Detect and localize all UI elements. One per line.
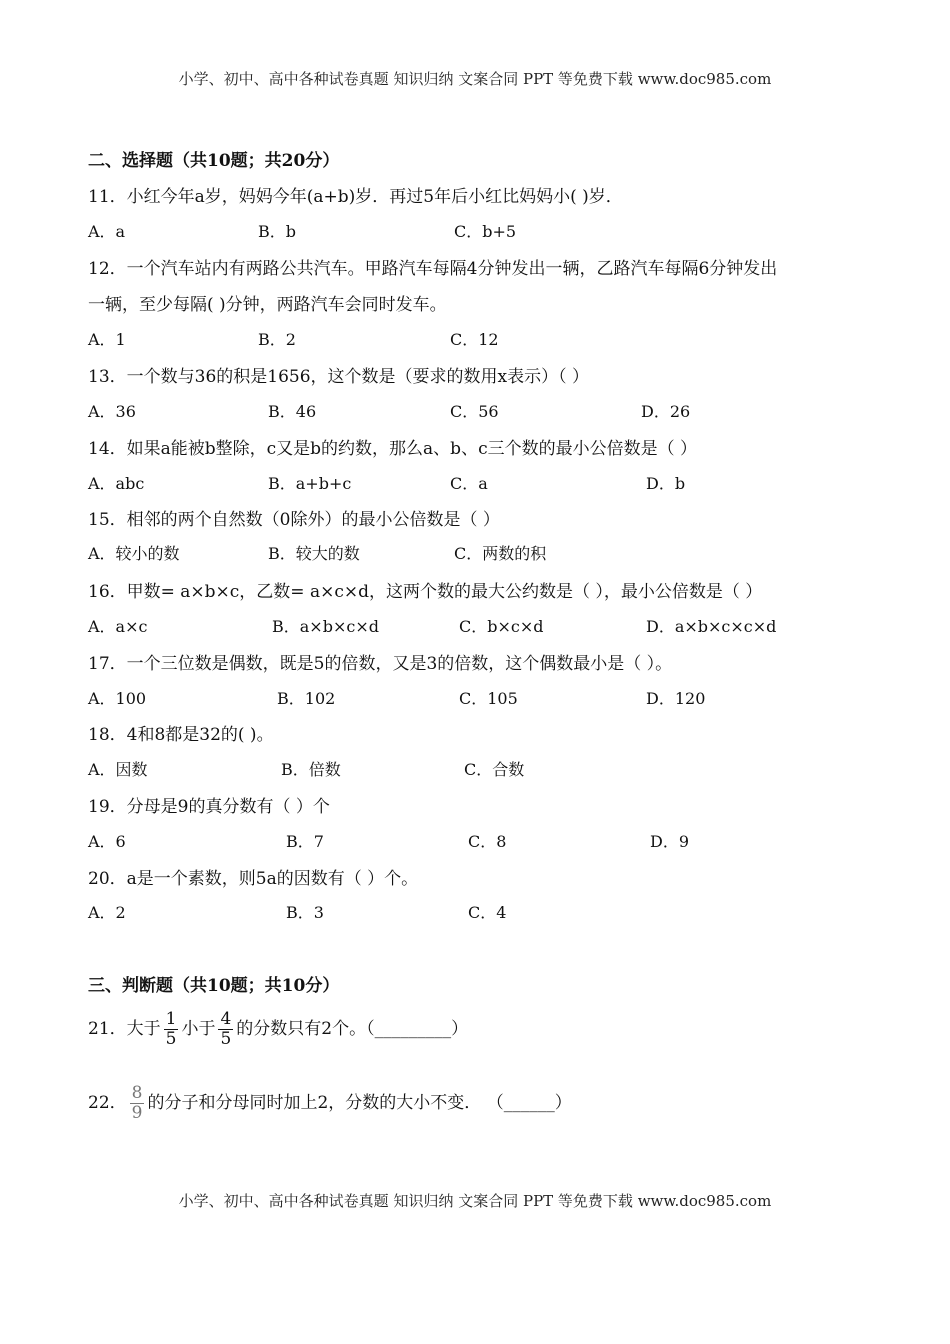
question-21-post: 的分数只有2个。（_________）: [236, 1019, 469, 1039]
option-17-a: A．100: [88, 689, 147, 708]
question-17: 17．一个三位数是偶数，既是5的倍数，又是3的倍数，这个偶数最小是（ ）。: [88, 654, 673, 674]
fraction-one-fifth: [164, 1010, 179, 1049]
option-12-a: A．1: [88, 330, 126, 349]
question-12-line-2: 一辆，至少每隔( )分钟，两路汽车会同时发车。: [88, 295, 447, 315]
section-title-choice: 二、选择题（共10题；共20分）: [88, 151, 340, 171]
question-15: 15．相邻的两个自然数（0除外）的最小公倍数是（ ）: [88, 510, 500, 530]
question-12-line-1: 12．一个汽车站内有两路公共汽车。甲路汽车每隔4分钟发出一辆，乙路汽车每隔6分钟发出: [88, 259, 778, 279]
page-header: 小学、初中、高中各种试卷真题 知识归纳 文案合同 PPT 等免费下载 www.doc985.com: [178, 70, 772, 88]
option-16-d: D．a×b×c×c×d: [646, 617, 777, 636]
option-14-a: A．abc: [88, 474, 145, 493]
question-19: 19．分母是9的真分数有（ ）个: [88, 797, 330, 817]
option-15-b: B．较大的数: [268, 544, 360, 563]
fraction-denominator: 9: [131, 1103, 143, 1123]
option-12-c: C．12: [450, 330, 499, 349]
fraction-denominator: 5: [165, 1029, 177, 1049]
option-13-a: A．36: [88, 402, 136, 421]
question-11: 11．小红今年a岁，妈妈今年(a+b)岁．再过5年后小红比妈妈小( )岁．: [88, 187, 623, 207]
option-19-b: B．7: [286, 832, 324, 851]
option-20-c: C．4: [468, 903, 507, 922]
option-20-a: A．2: [88, 903, 126, 922]
option-19-c: C．8: [468, 832, 507, 851]
question-18: 18．4和8都是32的( )。: [88, 725, 274, 745]
option-15-c: C．两数的积: [454, 544, 547, 563]
option-14-d: D．b: [646, 474, 686, 493]
option-14-b: B．a+b+c: [268, 474, 352, 493]
option-20-b: B．3: [286, 903, 324, 922]
option-13-b: B．46: [268, 402, 317, 421]
fraction-numerator: 4: [220, 1009, 232, 1029]
option-11-c: C．b+5: [454, 222, 517, 241]
option-11-b: B．b: [258, 222, 297, 241]
option-13-c: C．56: [450, 402, 499, 421]
section-title-judgement: 三、判断题（共10题；共10分）: [88, 976, 340, 996]
option-16-a: A．a×c: [88, 617, 148, 636]
question-21: [88, 1010, 468, 1049]
page-footer: 小学、初中、高中各种试卷真题 知识归纳 文案合同 PPT 等免费下载 www.doc985.com: [178, 1192, 772, 1210]
question-21-pre: 大于: [126, 1019, 161, 1039]
fraction-eight-ninths: [130, 1084, 145, 1123]
option-17-c: C．105: [459, 689, 518, 708]
option-12-b: B．2: [258, 330, 296, 349]
option-11-a: A．a: [88, 222, 126, 241]
question-22-post: 的分子和分母同时加上2，分数的大小不变． （______）: [147, 1093, 572, 1113]
option-16-c: C．b×c×d: [459, 617, 544, 636]
question-21-mid: 小于: [181, 1019, 216, 1039]
question-13: 13．一个数与36的积是1656，这个数是（要求的数用x表示）（ ）: [88, 367, 590, 387]
question-20: 20．a是一个素数，则5a的因数有（ ）个。: [88, 869, 419, 889]
question-14: 14．如果a能被b整除，c又是b的约数，那么a、b、c三个数的最小公倍数是（ ）: [88, 439, 697, 459]
option-16-b: B．a×b×c×d: [272, 617, 379, 636]
option-15-a: A．较小的数: [88, 544, 180, 563]
question-21-number: 21．: [88, 1019, 127, 1039]
option-18-a: A．因数: [88, 760, 148, 779]
question-16: 16．甲数= a×b×c，乙数= a×c×d，这两个数的最大公约数是（ ），最小公倍数是（ ）: [88, 582, 763, 602]
option-17-d: D．120: [646, 689, 706, 708]
option-13-d: D．26: [641, 402, 691, 421]
option-18-c: C．合数: [464, 760, 525, 779]
question-22: [88, 1084, 572, 1123]
option-14-c: C．a: [450, 474, 488, 493]
fraction-numerator: 8: [131, 1083, 143, 1103]
fraction-numerator: 1: [165, 1009, 177, 1029]
option-19-d: D．9: [650, 832, 690, 851]
option-18-b: B．倍数: [281, 760, 341, 779]
question-22-number: 22．: [88, 1093, 127, 1113]
fraction-denominator: 5: [220, 1029, 232, 1049]
option-17-b: B．102: [277, 689, 336, 708]
option-19-a: A．6: [88, 832, 126, 851]
fraction-four-fifths: [218, 1010, 233, 1049]
